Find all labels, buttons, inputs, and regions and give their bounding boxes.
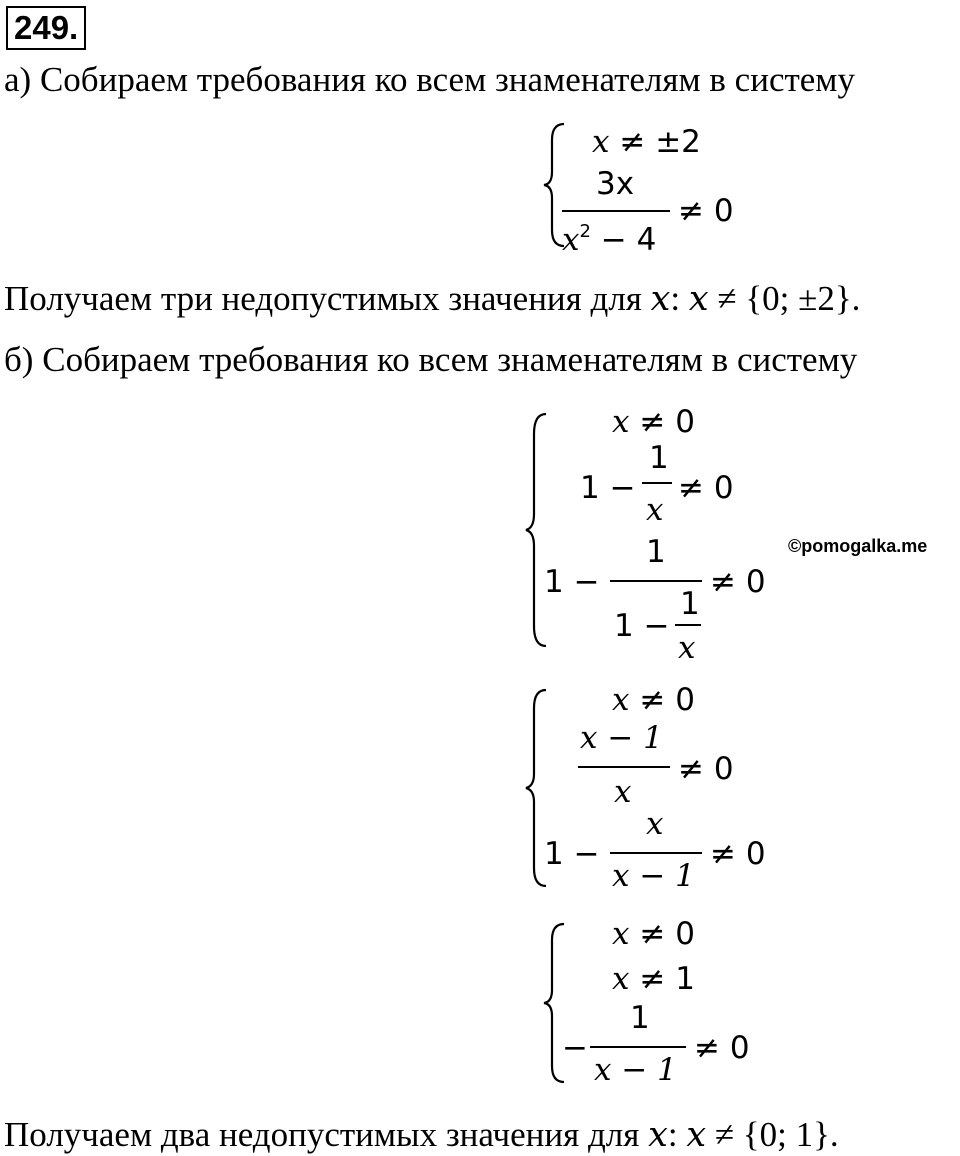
b1-row3-den-numerator: 1 [680,586,700,622]
part-a-label: а) [4,60,32,99]
b3-row3-denominator: x − 1 [594,1052,677,1088]
b2-row3-denominator: x − 1 [612,858,695,894]
b3-row3-rel: ≠ 0 [694,1030,750,1066]
b1-row2-denominator: x [646,492,664,528]
b1-row3-rel: ≠ 0 [710,564,766,600]
fraction-bar [610,580,702,582]
part-a-conclusion: Получаем три недопустимых значения для x: x ≠ {0; ±2}. [4,279,861,319]
b3-row2: x ≠ 1 [612,961,695,997]
b1-row3-lead: 1 − [544,564,600,600]
b1-row1: x ≠ 0 [612,404,695,440]
b2-row3-numerator: x [646,806,664,842]
b2-row2-numerator: x − 1 [580,720,663,756]
part-a-row1: x ≠ ±2 [592,124,701,160]
part-b-label: б) [4,340,34,379]
system-brace-icon [522,410,552,650]
b1-row2-rel: ≠ 0 [678,470,734,506]
part-a-row2-rel: ≠ 0 [678,193,734,229]
part-a-intro-text: Собираем требования ко всем знаменателям в систему [39,60,855,99]
part-b-intro-text: Собираем требования ко всем знаменателям в систему [42,340,858,379]
watermark: ©pomogalka.me [788,536,928,556]
fraction-bar [642,482,672,484]
b1-row3-numerator: 1 [646,534,666,570]
fraction-bar [578,766,670,768]
b2-row2-denominator: x [614,774,632,810]
b3-row3-lead: − [562,1030,588,1066]
b3-row3-numerator: 1 [630,1000,650,1036]
part-b-intro [4,340,857,380]
fraction-bar [562,210,670,212]
b1-row3-den-denominator: x [678,630,696,666]
part-a-intro [4,60,855,100]
b2-row3-lead: 1 − [544,836,600,872]
problem-number: 249. [6,6,86,50]
part-a-row2-denominator: $x^2 - 4$ [562,221,657,258]
b2-row3-rel: ≠ 0 [710,836,766,872]
b1-row2-numerator: 1 [649,440,669,476]
b2-row1: x ≠ 0 [612,682,695,718]
fraction-bar [675,624,701,626]
fraction-bar [610,852,702,854]
fraction-bar [590,1046,686,1048]
b2-row2-rel: ≠ 0 [678,751,734,787]
b1-row2-lead: 1 − [580,470,636,506]
part-b-conclusion: Получаем два недопустимых значения для x: x ≠ {0; 1}. [4,1115,839,1155]
b1-row3-den-lead: 1 − [614,608,670,644]
b3-row1: x ≠ 0 [612,916,695,952]
part-a-row2-numerator: 3x [596,166,635,202]
